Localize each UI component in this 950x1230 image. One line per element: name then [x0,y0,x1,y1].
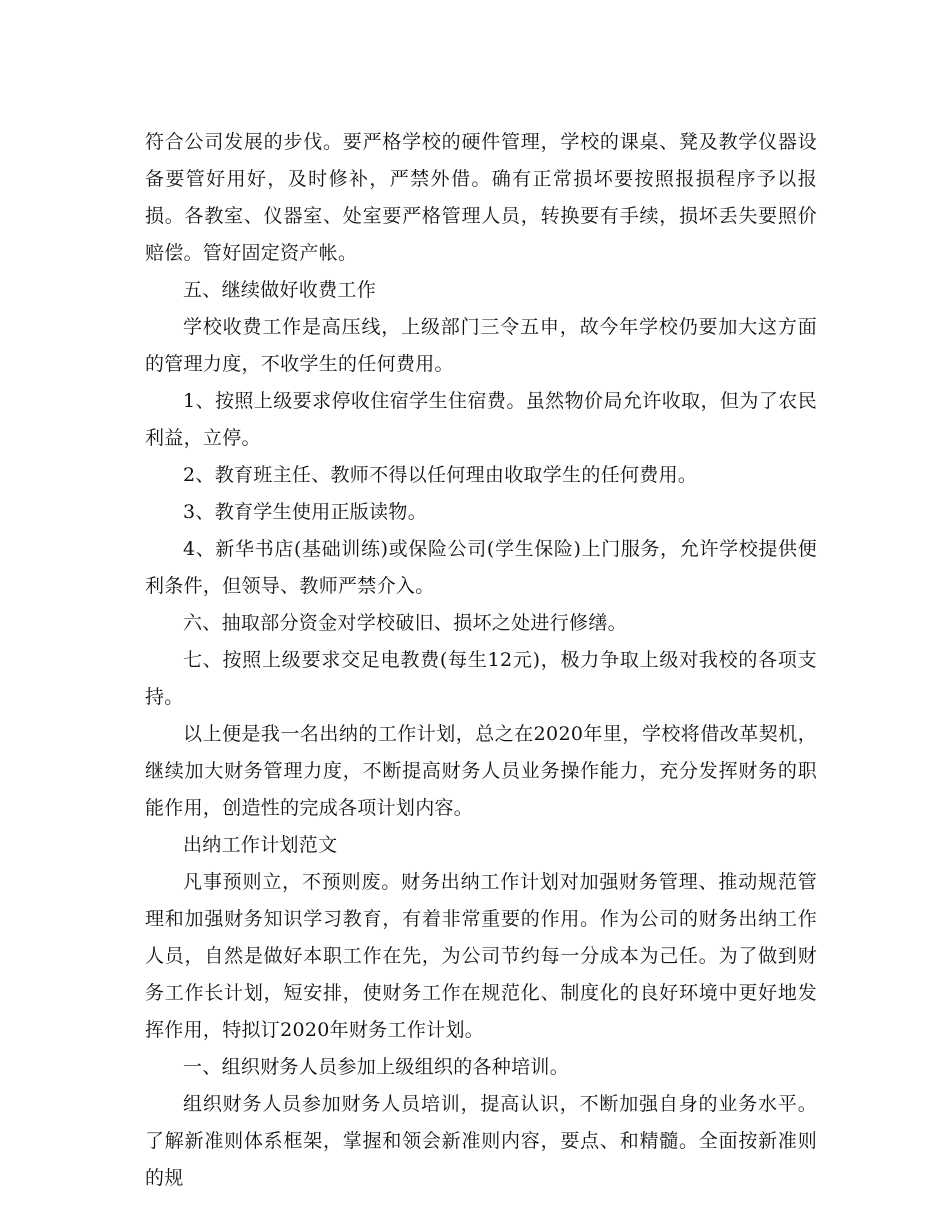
list-item-bookstore-insurance: 4、新华书店(基础训练)或保险公司(学生保险)上门服务，允许学校提供便利条件，但领导、教师严禁介入。 [145,538,817,597]
heading-av-fees: 七、按照上级要求交足电教费(每生12元)，极力争取上级对我校的各项支持。 [145,649,817,708]
paragraph-training-detail: 组织财务人员参加财务人员培训，提高认识，不断加强自身的业务水平。了解新准则体系框架，掌握和领会新准则内容，要点、和精髓。全面按新准则的规 [145,1093,817,1189]
list-item-genuine-books: 3、教育学生使用正版读物。 [183,501,427,523]
section-title-cashier-plan: 出纳工作计划范文 [183,834,338,856]
paragraph-hardware-management: 符合公司发展的步伐。要严格学校的硬件管理，学校的课桌、凳及教学仪器设备要管好用好，及时修补，严禁外借。确有正常损坏要按照报损程序予以报损。各教室、仪器室、处室要严格管理人员，转换要有手续，损坏丢失要照价赔偿。管好固定资产帐。 [145,131,817,264]
paragraph-fees-intro: 学校收费工作是高压线，上级部门三令五申，故今年学校仍要加大这方面的管理力度，不收学生的任何费用。 [145,316,817,375]
list-item-accommodation-fee: 1、按照上级要求停收住宿学生住宿费。虽然物价局允许收取，但为了农民利益，立停。 [145,390,817,449]
paragraph-plan-summary: 以上便是我一名出纳的工作计划，总之在2020年里，学校将借改革契机，继续加大财务管理力度，不断提高财务人员业务操作能力，充分发挥财务的职能作用，创造性的完成各项计划内容。 [145,723,817,819]
document-body [145,124,817,1197]
heading-repair-funds: 六、抽取部分资金对学校破旧、损坏之处进行修缮。 [183,612,627,634]
list-item-teacher-fees: 2、教育班主任、教师不得以任何理由收取学生的任何费用。 [183,464,698,486]
heading-training: 一、组织财务人员参加上级组织的各种培训。 [183,1056,570,1078]
paragraph-plan-intro: 凡事预则立，不预则废。财务出纳工作计划对加强财务管理、推动规范管理和加强财务知识学习教育，有着非常重要的作用。作为公司的财务出纳工作人员，自然是做好本职工作在先，为公司节约每一分成本为己任。为了做到财务工作长计划，短安排，使财务工作在规范化、制度化的良好环境中更好地发挥作用，特拟订2020年财务工作计划。 [145,871,817,1041]
heading-fees-work: 五、继续做好收费工作 [183,279,377,301]
